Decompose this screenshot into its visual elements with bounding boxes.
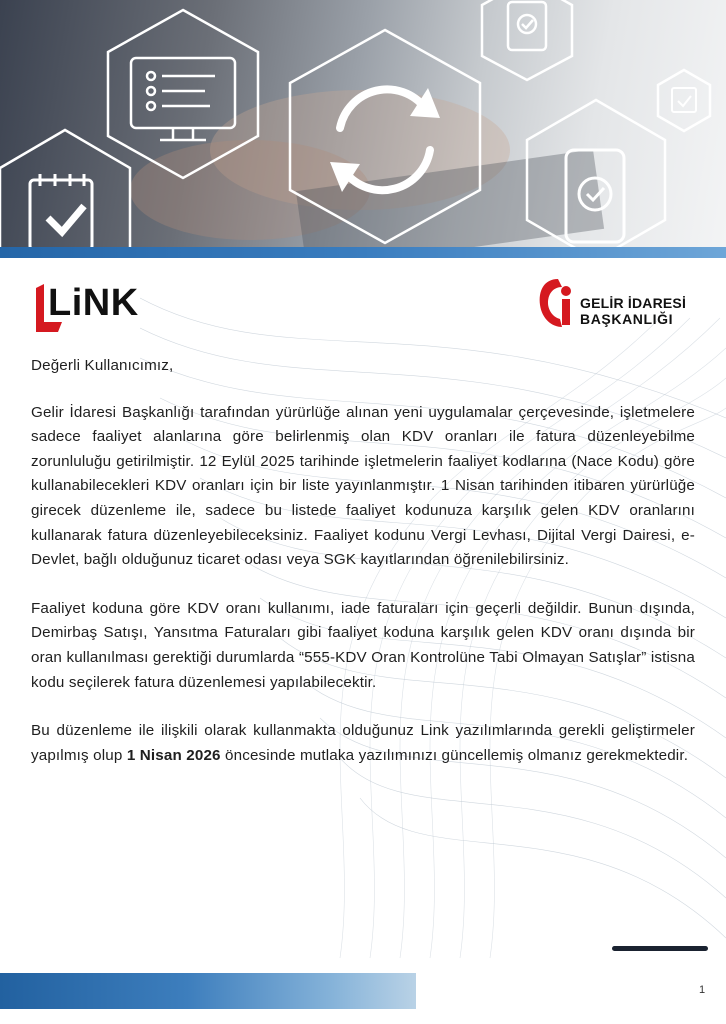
hex-calendar — [658, 70, 710, 131]
tablet-check-icon — [508, 2, 546, 50]
paragraph-3-date: 1 Nisan 2026 — [126, 746, 221, 764]
link-logo-text: LiNK — [48, 282, 139, 324]
header-hero-image — [0, 0, 726, 248]
gib-logo-emblem-icon — [538, 277, 578, 329]
calendar-check-icon — [672, 88, 696, 112]
footer-blue-bar — [0, 973, 416, 1009]
page-number: 1 — [699, 984, 706, 996]
decorative-dash — [612, 946, 708, 951]
gib-logo-line1: GELİR İDARESİ — [580, 295, 687, 311]
link-logo — [34, 282, 174, 334]
hex-tablet — [482, 0, 572, 80]
paragraph-1: Gelir İdaresi Başkanlığı tarafından yürürlüğe alınan yeni uygulamalar çerçevesinde, işletmelere sadece faaliyet alanlarına göre belirlenmiş olan KDV oranları ile fatura düzenleyebilme zorunluluğu getirilmiştir. 12 Eylül 2025 tarihinde işletmelerin faaliyet kodlarına (Nace Kodu) göre kullanabilecekleri KDV oranları için bir liste yayınlanmıştır. 1 Nisan tarihinden itibaren yürürlüğe girecek düzenleme ile, sadece bu listede faaliyet kodunuza karşılık gelen KDV oranlarını kullanarak fatura düzenleyebileceksiniz. Faaliyet kodunu Vergi Levhası, Dijital Vergi Dairesi, e-Devlet, bağlı olduğunuz ticaret odası veya SGK kayıtlarından öğrenilebilirsiniz. — [31, 403, 695, 569]
paragraph-3-before: Bu düzenleme ile ilişkili olarak kullanmakta olduğunuz Link yazılımlarında gerekli geliştirmeler yapılmış olup — [31, 722, 695, 764]
paragraph-3-after: öncesinde mutlaka yazılımınızı güncellemiş olmanız gerekmektedir. — [220, 746, 689, 764]
hero-illustration — [0, 0, 726, 248]
greeting: Değerli Kullanıcımız, — [31, 357, 174, 374]
paragraph-3 — [31, 719, 695, 768]
letter-body — [31, 354, 695, 792]
monitor-checklist-icon — [131, 58, 235, 140]
paragraph-2: Faaliyet koduna göre KDV oranı kullanımı, iade faturaları için geçerli değildir. Bunun dışında, Demirbaş Satışı, Yansıtma Faturaları gibi faaliyet koduna karşılık gelen KDV oranı dışında bir oran kullanılması gerektiği durumlarda “555-KDV Oran Kontrolüne Tabi Olmayan Satışlar” istisna kodu seçilerek fatura düzenlemesi yapılabilecektir. — [31, 599, 695, 691]
gib-logo — [538, 277, 708, 329]
gib-logo-line2: BAŞKANLIĞI — [580, 311, 674, 327]
header-blue-band — [0, 247, 726, 258]
